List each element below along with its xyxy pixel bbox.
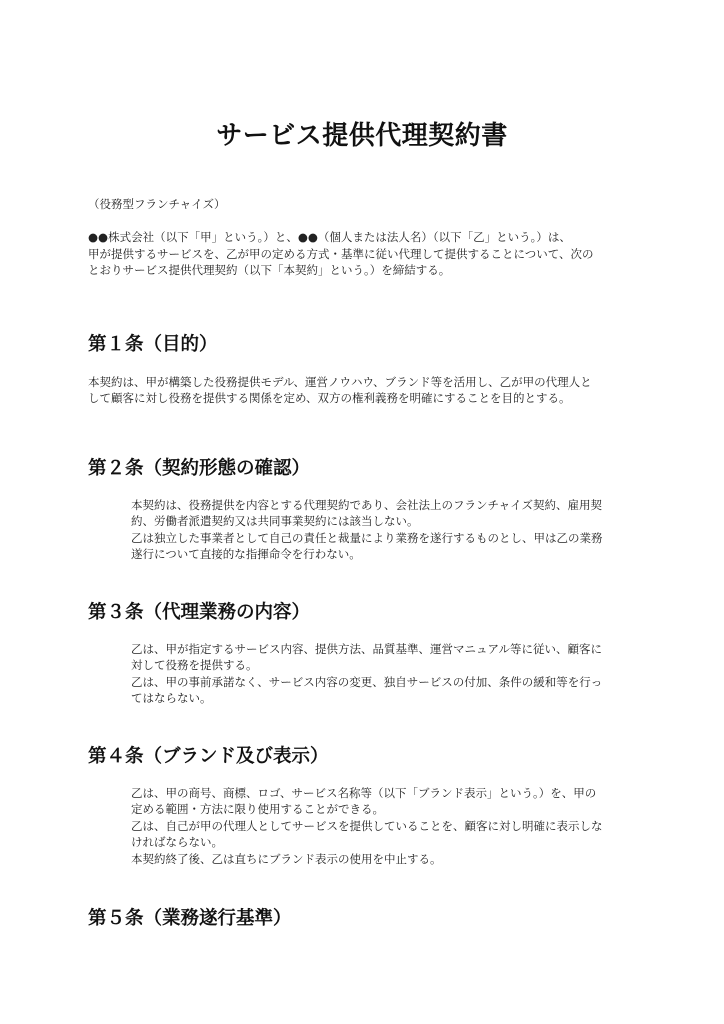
article-4-body <box>131 785 603 867</box>
article-1-heading: 第１条（目的） <box>88 334 218 355</box>
article-line: てはならない。 <box>131 691 212 706</box>
article-2-body <box>131 497 603 563</box>
document-title: サービス提供代理契約書 <box>216 121 508 151</box>
preamble <box>88 229 640 279</box>
article-line: 約、労働者派遣契約又は共同事業契約には該当しない。 <box>131 514 419 529</box>
article-3-body <box>131 641 602 707</box>
article-5-heading: 第５条（業務遂行基準） <box>88 908 292 929</box>
article-line: 遂行について直接的な指揮命令を行わない。 <box>131 547 361 562</box>
document-subtitle: （役務型フランチャイズ） <box>88 197 226 211</box>
article-line: 乙は、自己が甲の代理人としてサービスを提供していることを、顧客に対し明確に表示しな <box>131 818 603 833</box>
article-line: 定める範囲・方法に限り使用することができる。 <box>131 802 384 817</box>
article-1-body <box>88 374 592 407</box>
article-2-heading: 第２条（契約形態の確認） <box>88 458 311 479</box>
article-line: 対して役務を提供する。 <box>131 658 258 673</box>
article-line: 本契約は、役務提供を内容とする代理契約であり、会社法上のフランチャイズ契約、雇用契 <box>131 498 603 512</box>
article-line: 乙は、甲の事前承諾なく、サービス内容の変更、独自サービスの付加、条件の緩和等を行っ <box>131 674 603 689</box>
article-line: 乙は、甲が指定するサービス内容、提供方法、品質基準、運営マニュアル等に従い、顧客に <box>131 642 603 656</box>
article-line: ければならない。 <box>131 835 223 850</box>
article-4-heading: 第４条（ブランド及び表示） <box>88 746 329 767</box>
article-line: 本契約終了後、乙は直ちにブランド表示の使用を中止する。 <box>131 851 442 866</box>
article-line: 乙は独立した事業者として自己の責任と裁量により業務を遂行するものとし、甲は乙の業務 <box>131 530 603 545</box>
preamble-line: ●●株式会社（以下「甲」という。）と、●●（個人または法人名）（以下「乙」という。）は、 <box>88 230 571 244</box>
preamble-line: 甲が提供するサービスを、乙が甲の定める方式・基準に従い代理して提供することについて、次の <box>88 246 594 261</box>
article-line: して顧客に対し役務を提供する関係を定め、双方の権利義務を明確にすることを目的とする。 <box>88 391 571 406</box>
preamble-line: とおりサービス提供代理契約（以下「本契約」という。）を締結する。 <box>88 263 451 277</box>
article-3-heading: 第３条（代理業務の内容） <box>88 602 311 623</box>
article-line: 乙は、甲の商号、商標、ロゴ、サービス名称等（以下「ブランド表示」という。）を、甲の <box>131 786 597 800</box>
article-line: 本契約は、甲が構築した役務提供モデル、運営ノウハウ、ブランド等を活用し、乙が甲の代理人と <box>88 375 592 389</box>
